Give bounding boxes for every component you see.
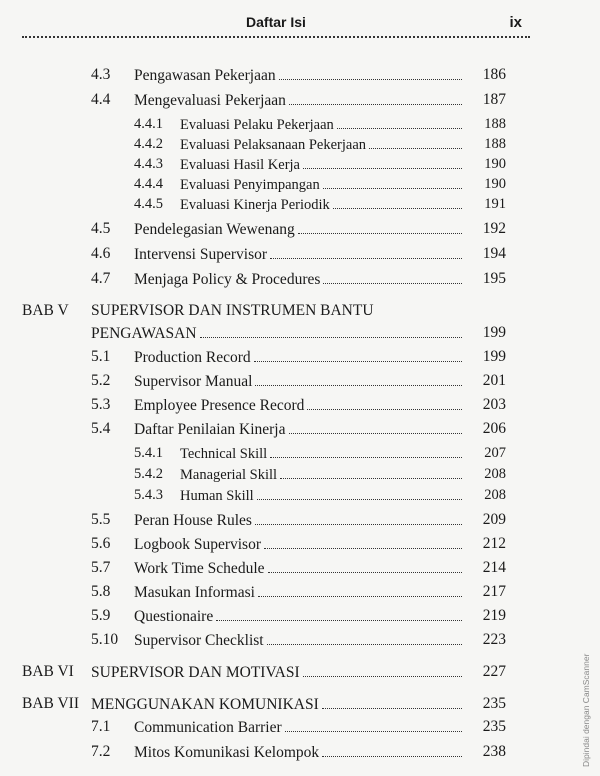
toc-entry-number: 5.7 (91, 559, 111, 576)
toc-entry (0, 509, 600, 531)
toc-entry-page: 190 (484, 176, 506, 192)
toc-entry (0, 346, 600, 368)
header-divider (22, 36, 530, 38)
toc-entry-leader (134, 89, 462, 112)
toc-entry-number: 4.5 (91, 220, 111, 237)
toc-entry-page: 192 (482, 220, 506, 237)
toc-chapter-continued (0, 322, 600, 344)
toc-entry (0, 268, 600, 290)
toc-entry-title: Mengevaluasi Pekerjaan (134, 92, 286, 109)
toc-entry-title: Masukan Informasi (134, 584, 255, 601)
toc-entry (0, 218, 600, 240)
toc-entry-leader (134, 716, 462, 739)
toc-entry (0, 113, 600, 135)
toc-entry-title: Mitos Komunikasi Kelompok (134, 744, 320, 761)
toc-entry-page: 214 (482, 559, 506, 576)
toc-entry (0, 89, 600, 111)
toc-entry (0, 442, 600, 464)
toc-entry-leader (134, 581, 462, 604)
toc-entry-page: 223 (482, 631, 506, 648)
toc-entry-leader (134, 64, 462, 87)
toc-entry-number: 5.2 (91, 372, 111, 389)
chapter-title: SUPERVISOR DAN INSTRUMEN BANTU (91, 302, 374, 319)
toc-entry-leader (134, 394, 462, 417)
toc-entry-number: 7.1 (91, 718, 111, 735)
toc-entry-number: 4.4.2 (134, 136, 163, 152)
toc-entry (0, 193, 600, 215)
toc-entry-title: Daftar Penilaian Kinerja (134, 421, 286, 438)
toc-entry-leader (180, 463, 462, 486)
chapter-title: SUPERVISOR DAN MOTIVASI (91, 664, 300, 681)
toc-entry-leader (134, 268, 462, 291)
toc-entry-leader (134, 605, 462, 628)
toc-entry-number: 5.8 (91, 583, 111, 600)
toc-entry-title: Peran House Rules (134, 512, 252, 529)
toc-entry-title: Evaluasi Pelaksanaan Pekerjaan (180, 137, 367, 153)
toc-entry-title: Work Time Schedule (134, 560, 265, 577)
toc-entry-title: Production Record (134, 349, 251, 366)
toc-entry-title: Managerial Skill (180, 467, 278, 483)
toc-entry-title: Pengawasan Pekerjaan (134, 67, 276, 84)
toc-entry-title: Logbook Supervisor (134, 536, 262, 553)
toc-entry-leader (134, 418, 462, 441)
toc-entry-number: 5.4.2 (134, 466, 163, 482)
toc-entry (0, 370, 600, 392)
page-header (22, 12, 530, 38)
toc-entry-page: 190 (484, 156, 506, 172)
toc-entry-number: 5.9 (91, 607, 111, 624)
toc-entry (0, 64, 600, 86)
toc-entry-page: 238 (482, 743, 506, 760)
toc-entry-title: Evaluasi Hasil Kerja (180, 157, 300, 173)
toc-entry-leader (91, 661, 462, 684)
toc-entry (0, 153, 600, 175)
chapter-title: MENGGUNAKAN KOMUNIKASI (91, 696, 319, 713)
toc-entry (0, 173, 600, 195)
toc-entry-number: 5.3 (91, 396, 111, 413)
toc-entry (0, 243, 600, 265)
toc-entry-leader (134, 218, 462, 241)
toc-entry (0, 581, 600, 603)
toc-entry-leader (134, 629, 462, 652)
toc-entry-number: 4.7 (91, 270, 111, 287)
toc-entry (0, 484, 600, 506)
toc-entry-leader (180, 484, 462, 507)
toc-entry-leader (180, 442, 462, 465)
toc-entry-title: Menjaga Policy & Procedures (134, 271, 321, 288)
toc-entry-leader (134, 509, 462, 532)
toc-entry-page: 186 (482, 66, 506, 83)
toc-entry-page: 207 (484, 445, 506, 461)
toc-entry-number: 4.4.5 (134, 196, 163, 212)
toc-entry-number: 5.1 (91, 348, 111, 365)
toc-entry-page: 187 (482, 91, 506, 108)
toc-entry (0, 533, 600, 555)
toc-entry-page: 235 (482, 695, 506, 712)
toc-entry-number: 7.2 (91, 743, 111, 760)
toc-entry-title: Evaluasi Kinerja Periodik (180, 197, 330, 213)
toc-entry-number: 5.6 (91, 535, 111, 552)
toc-entry-number: 4.4.1 (134, 116, 163, 132)
toc-entry (0, 418, 600, 440)
toc-entry-page: 206 (482, 420, 506, 437)
toc-entry-leader (180, 193, 462, 216)
toc-entry-page: 195 (482, 270, 506, 287)
toc-entry-leader (134, 533, 462, 556)
toc-entry-leader (91, 322, 462, 345)
page-header-title: Daftar Isi (246, 14, 306, 30)
toc-entry-page: 199 (482, 324, 506, 341)
toc-entry-number: 5.4 (91, 420, 111, 437)
toc-entry-number: 4.4.3 (134, 156, 163, 172)
chapter-label: BAB V (22, 302, 69, 319)
toc-entry-page: 199 (482, 348, 506, 365)
toc-chapter (0, 300, 600, 322)
toc-entry-page: 235 (482, 718, 506, 735)
toc-entry (0, 716, 600, 738)
toc-entry-page: 217 (482, 583, 506, 600)
chapter-label: BAB VII (22, 695, 79, 712)
toc-chapter (0, 693, 600, 715)
toc-entry-title: Technical Skill (180, 446, 268, 462)
chapter-title-line2: PENGAWASAN (91, 325, 197, 342)
toc-entry-page: 209 (482, 511, 506, 528)
toc-entry-title: Human Skill (180, 488, 254, 504)
toc-entry-leader (134, 346, 462, 369)
toc-entry-title: Communication Barrier (134, 719, 282, 736)
toc-entry-title: Supervisor Manual (134, 373, 253, 390)
toc-entry-page: 188 (484, 116, 506, 132)
toc-entry-number: 4.4.4 (134, 176, 163, 192)
toc-entry-title: Pendelegasian Wewenang (134, 221, 295, 238)
toc-entry-number: 4.4 (91, 91, 111, 108)
toc-entry-title: Evaluasi Penyimpangan (180, 177, 320, 193)
toc-entry-number: 5.4.3 (134, 487, 163, 503)
toc-entry-leader (91, 693, 462, 716)
toc-entry-number: 4.6 (91, 245, 111, 262)
toc-entry-page: 201 (482, 372, 506, 389)
toc-entry-page: 208 (484, 487, 506, 503)
toc-entry (0, 741, 600, 763)
toc-entry-number: 5.5 (91, 511, 111, 528)
toc-entry-title: Questionaire (134, 608, 214, 625)
toc-entry-title: Supervisor Checklist (134, 632, 264, 649)
toc-entry-page: 219 (482, 607, 506, 624)
toc-entry-leader (134, 557, 462, 580)
chapter-label: BAB VI (22, 663, 74, 680)
toc-entry (0, 557, 600, 579)
toc-entry-leader (134, 370, 462, 393)
toc-entry-leader (134, 741, 462, 764)
toc-entry (0, 463, 600, 485)
toc-entry-page: 227 (482, 663, 506, 680)
toc-entry-page: 212 (482, 535, 506, 552)
toc-entry-title: Intervensi Supervisor (134, 246, 268, 263)
toc-entry-title: Employee Presence Record (134, 397, 305, 414)
toc-entry (0, 133, 600, 155)
toc-entry-number: 5.4.1 (134, 445, 163, 461)
toc-entry-leader (134, 243, 462, 266)
toc-entry-page: 203 (482, 396, 506, 413)
toc-entry (0, 394, 600, 416)
page-number: ix (509, 14, 522, 31)
toc-chapter (0, 661, 600, 683)
toc-entry-page: 191 (484, 196, 506, 212)
toc-entry-title: Evaluasi Pelaku Pekerjaan (180, 117, 334, 133)
toc-entry (0, 605, 600, 627)
scanner-watermark: Dipindai dengan CamScanner (581, 653, 591, 767)
toc-entry-number: 5.10 (91, 631, 119, 648)
toc-entry-number: 4.3 (91, 66, 111, 83)
toc-entry-page: 194 (482, 245, 506, 262)
toc-entry-page: 208 (484, 466, 506, 482)
toc-entry-page: 188 (484, 136, 506, 152)
toc-entry (0, 629, 600, 651)
